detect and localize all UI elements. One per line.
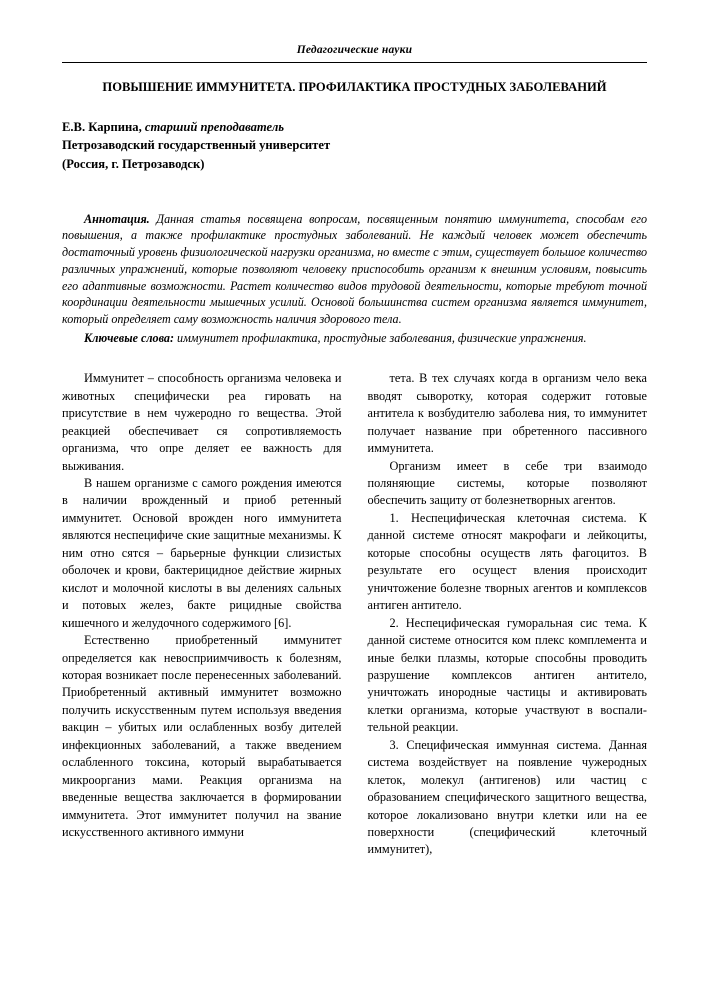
author-block: [62, 118, 647, 173]
keywords-block: [62, 330, 647, 347]
body-paragraph: 2. Неспецифическая гуморальная сис тема. К данной системе относится ком плекс комплемента и иные белки плазмы, которые способны проводить разрушение комплексов антиген антитело, уничтожать инородные частицы и активировать клетки организма, которые участвуют в воспалительной реакции.: [367, 615, 647, 735]
abstract-paragraph: [62, 211, 647, 328]
left-column: [62, 370, 342, 859]
author-name: Е.В. Карпина,: [62, 120, 142, 134]
body-paragraph: 1. Неспецифическая клеточная система. К данной системе относят макрофаги и лейкоциты, которые способны осуществ лять фагоцитоз. В результате его осущест вления происходит уничтожение болезне творных агентов и комплексов антиген антитело.: [367, 510, 647, 613]
abstract-label: Аннотация.: [84, 211, 150, 226]
body-paragraph: В нашем организме с самого рождения имеются в наличии врожденный и приоб ретенный иммунитет. Основой врожден ного иммунитета являются неспецифиче ские защитные механизмы. К ним отно сятся – барьерные функции слизистых оболочек и крови, бактерицидное действие жирных кислот и молочной кислоты в вы делениях сальных и потовых желез, бакте рицидные свойства кишечного и желудочного содержимого [6].: [62, 475, 342, 630]
body-columns: [62, 370, 647, 859]
body-paragraph: Организм имеет в себе три взаимодо поляняющие системы, которые позволяют обеспечить защиту от болезнетворных агентов.: [367, 458, 647, 508]
right-column: [368, 370, 648, 859]
body-paragraph: 3. Специфическая иммунная система. Данная система воздействует на появление чужеродных клеток, молекул (антигенов) или частиц с образованием специфического защитного вещества, которое локализовано внутри клетки или на ее поверхности (специфический клеточный иммунитет),: [367, 737, 647, 857]
running-head: Педагогические науки: [296, 44, 413, 56]
author-affiliation: Петрозаводский государственный университет: [62, 138, 331, 153]
keywords-text: иммунитет профилактика, простудные заболевания, физические упражнения.: [174, 330, 587, 345]
page-title: ПОВЫШЕНИЕ ИММУНИТЕТА. ПРОФИЛАКТИКА ПРОСТУДНЫХ ЗАБОЛЕВАНИЙ: [102, 80, 607, 94]
header-divider: [62, 62, 647, 63]
body-paragraph: Естественно приобретенный иммунитет определяется как невосприимчивость к болезням, которая возникает после перенесенных заболеваний. Приобретенный активный иммунитет возможно получить искусственным путем используя введения вакцин – убитых или ослабленных возбу дителей инфекционных заболеваний, а также введением ослабленного токсина, который вырабатывается микроорганиз мами. Реакция организма на введенные вещества заключается в формировании иммунитета. Этот иммунитет получил на звание искусственного активного иммуни: [62, 633, 342, 840]
author-line: [62, 118, 647, 136]
keywords-label: Ключевые слова:: [84, 330, 174, 345]
abstract-text: Данная статья посвящена вопросам, посвященным понятию иммунитета, способам его повышения, а также профилактике простудных заболеваний. Не каждый человек может обеспечить достаточный уровень физиологической нагрузки организма, но вместе с этим, существует большое количество различных упражнений, которые позволяют человеку приспособить организм к внешним условиям, повысить его адаптивные возможности. Растет количество видов трудовой деятельности, которые требуют точной координации деятельности мышечных усилий. Основой большинства систем организма является иммунитет, который определяет саму возможность наличия здорового тела.: [62, 211, 647, 326]
body-paragraph: Иммунитет – способность организма человека и животных специфически реа гировать на присутствие в нем чужеродно го вещества. Этой реакцией обеспечивает ся сопротивляемость организма, что опре деляет ее важность для выживания.: [62, 371, 342, 473]
abstract-block: [62, 211, 647, 328]
author-location: (Россия, г. Петрозаводск): [62, 156, 205, 171]
body-paragraph: тета. В тех случаях когда в организм чело века вводят сыворотку, которая содержит готовые антитела к возбудителю заболева ния, то иммунитет получает название при обретенного пассивного иммунитета.: [367, 371, 647, 456]
author-role: старший преподаватель: [141, 120, 285, 134]
